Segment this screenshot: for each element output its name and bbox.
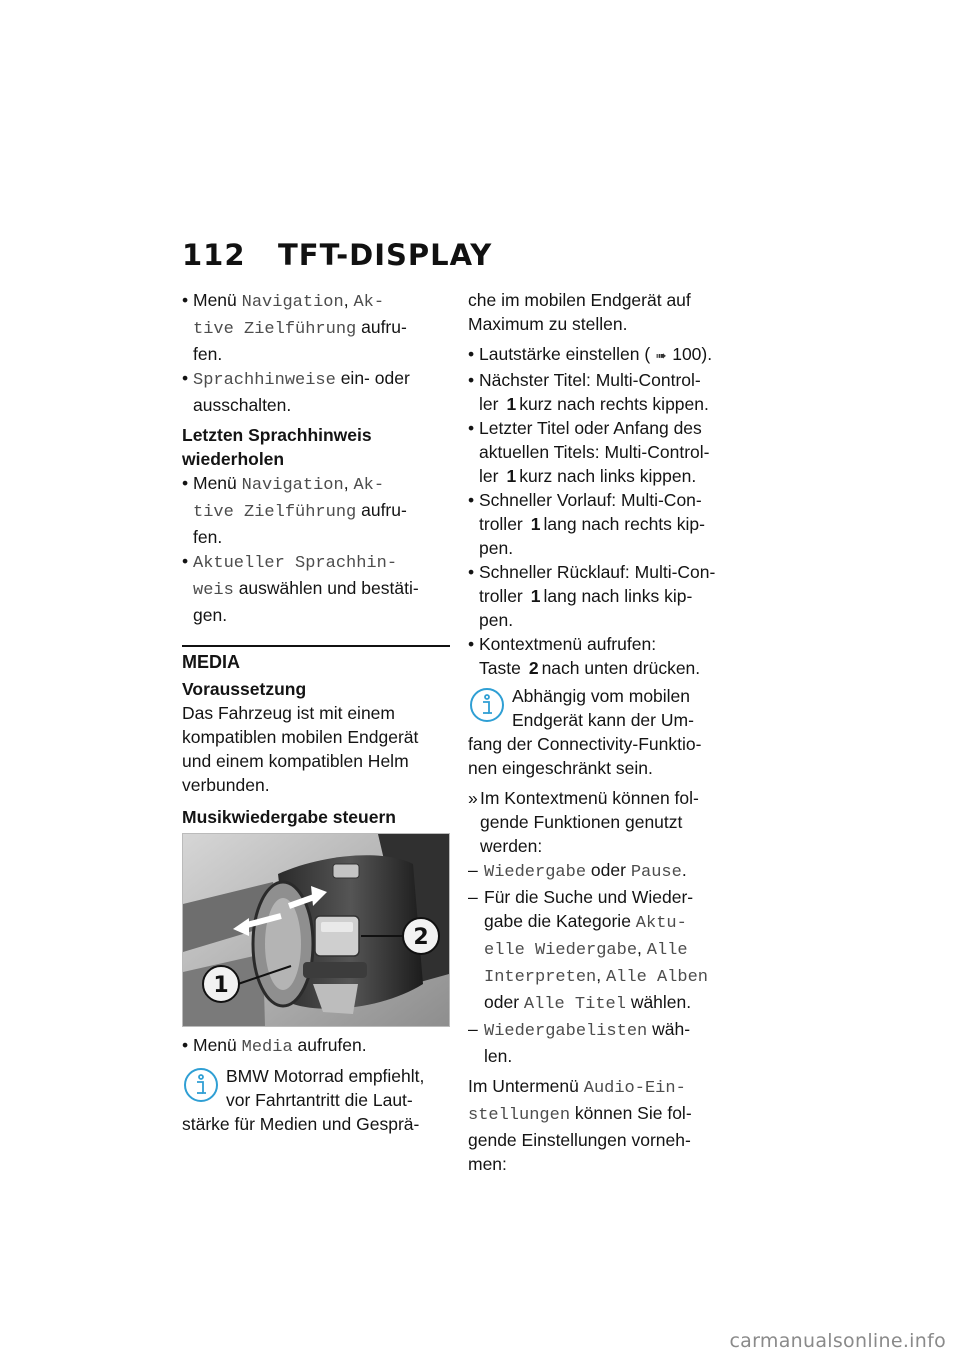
- callout-label-2: 2: [413, 925, 429, 950]
- info-icon: [468, 686, 506, 724]
- list-item: • Lautstärke einstellen ( ➠ 100).: [468, 342, 738, 368]
- watermark: carmanualsonline.info: [729, 1330, 946, 1352]
- paragraph: Im Untermenü Audio-Ein- stellungen können Sie fol- gende Einstellungen vorneh- men:: [468, 1076, 692, 1174]
- list-item: • Menü Media aufrufen.: [182, 1033, 450, 1060]
- right-column: [468, 288, 738, 1176]
- handlebar-controller-figure: [182, 833, 450, 1027]
- info-note: Abhängig vom mobilen Endgerät kann der Um- fang der Connectivity-Funktio- nen eingeschränkt sein.: [468, 686, 702, 778]
- arrow-right-icon: ➠: [655, 348, 667, 363]
- list-item: • Nächster Titel: Multi-Control- ler 1 kurz nach rechts kippen.: [468, 368, 738, 416]
- info-note: BMW Motorrad empfiehlt, vor Fahrtantritt die Laut- stärke für Medien und Gesprä-: [182, 1066, 425, 1134]
- list-item: » Im Kontextmenü können fol- gende Funktionen genutzt werden:: [468, 786, 738, 858]
- section-heading-media: MEDIA: [182, 645, 450, 673]
- list-item: • Letzter Titel oder Anfang des aktuellen Titels: Multi-Control- ler 1 kurz nach links kippen.: [468, 416, 738, 488]
- list-item: – Wiedergabelisten wäh- len.: [468, 1017, 738, 1068]
- prerequisite-text: Das Fahrzeug ist mit einem kompatiblen mobilen Endgerät und einem kompatiblen Helm verbunden.: [182, 703, 419, 795]
- subheading-music-control: Musikwiedergabe steuern: [182, 807, 396, 827]
- list-item: • Sprachhinweise ein- oder ausschalten.: [182, 366, 450, 417]
- list-item: – Wiedergabe oder Pause.: [468, 858, 738, 885]
- subheading-prerequisite: Voraussetzung: [182, 679, 307, 699]
- list-item: • Schneller Vorlauf: Multi-Con- troller 1 lang nach rechts kip- pen.: [468, 488, 738, 560]
- list-item: • Kontextmenü aufrufen: Taste 2 nach unten drücken.: [468, 632, 738, 680]
- list-item: • Aktueller Sprachhin- weis auswählen und bestäti- gen.: [182, 549, 450, 627]
- list-item: • Menü Navigation, Ak- tive Zielführung aufru- fen.: [182, 288, 450, 366]
- page-header: [182, 238, 492, 272]
- list-item: • Schneller Rücklauf: Multi-Con- troller 1 lang nach links kip- pen.: [468, 560, 738, 632]
- handlebar-illustration: [183, 834, 449, 1026]
- section-heading: Letzten Sprachhinweis wiederholen: [182, 425, 372, 469]
- info-icon: [182, 1066, 220, 1104]
- left-column: [182, 288, 450, 1136]
- list-item: • Menü Navigation, Ak- tive Zielführung aufru- fen.: [182, 471, 450, 549]
- callout-label-1: 1: [213, 973, 229, 998]
- paragraph: che im mobilen Endgerät auf Maximum zu stellen.: [468, 290, 691, 334]
- list-item: – Für die Suche und Wieder- gabe die Kategorie Aktu- elle Wiedergabe, Alle Interpreten, Alle Alben oder Alle Titel wählen.: [468, 885, 738, 1017]
- page-title: TFT-DISPLAY: [278, 238, 493, 272]
- page-number: 112: [182, 238, 246, 272]
